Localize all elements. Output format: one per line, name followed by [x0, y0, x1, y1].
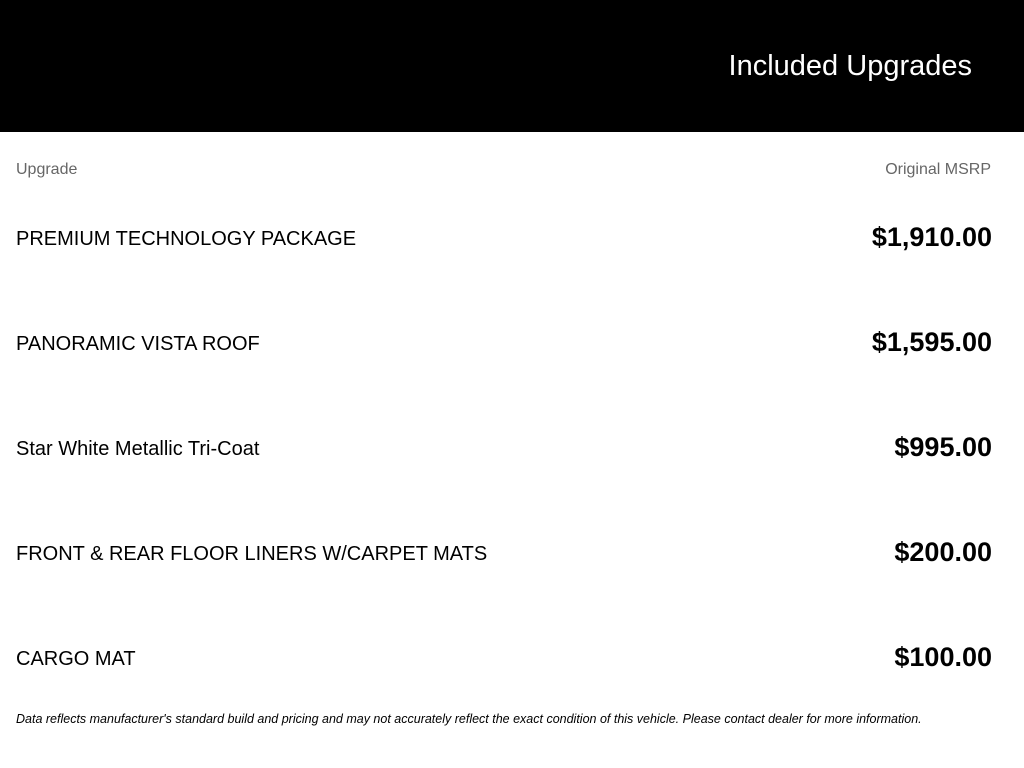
disclaimer-text: Data reflects manufacturer's standard build and pricing and may not accurately reflect the exact condition of this vehicle. Please contact dealer for more information.: [16, 712, 922, 726]
column-header-msrp: Original MSRP: [885, 161, 991, 178]
upgrade-price: $1,595.00: [871, 327, 992, 357]
upgrade-name: PREMIUM TECHNOLOGY PACKAGE: [16, 228, 357, 250]
upgrade-name: PANORAMIC VISTA ROOF: [16, 333, 260, 355]
page-header: [0, 0, 1024, 132]
column-headers: [16, 160, 992, 180]
upgrade-price: $100.00: [894, 642, 992, 672]
upgrade-row: [16, 290, 992, 395]
column-header-upgrade: Upgrade: [16, 161, 78, 178]
upgrade-name: CARGO MAT: [16, 648, 136, 670]
upgrade-price: $200.00: [894, 537, 992, 567]
upgrade-row: [16, 185, 992, 290]
upgrade-price: $995.00: [894, 432, 992, 462]
upgrade-price: $1,910.00: [871, 222, 992, 252]
upgrade-row: [16, 605, 992, 710]
upgrade-row: [16, 500, 992, 605]
upgrade-name: FRONT & REAR FLOOR LINERS W/CARPET MATS: [16, 543, 488, 565]
upgrade-name: Star White Metallic Tri-Coat: [16, 438, 260, 460]
page-title: Included Upgrades: [728, 50, 972, 82]
upgrade-row: [16, 395, 992, 500]
upgrades-list: [16, 185, 992, 710]
